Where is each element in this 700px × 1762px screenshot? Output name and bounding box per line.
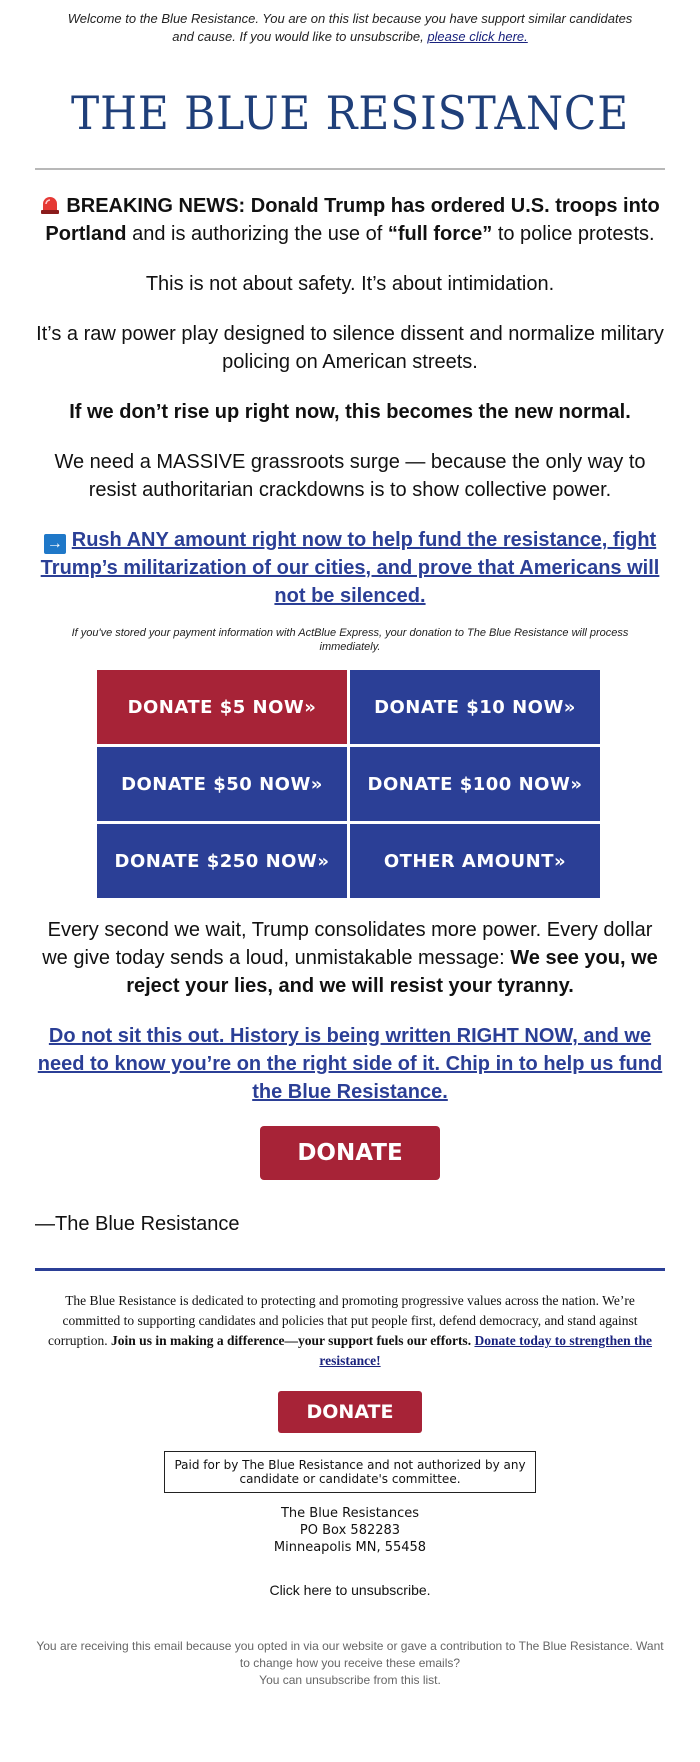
cta-paragraph <box>35 526 665 610</box>
actblue-express-note: If you've stored your payment information with ActBlue Express, your donation to The Blue Resistance will process immediately. <box>71 627 629 653</box>
donate-10-button[interactable]: DONATE $10 NOW» <box>350 670 600 744</box>
unsubscribe-link-bottom[interactable]: Click here to unsubscribe. <box>269 1582 431 1598</box>
signature: —The Blue Resistance <box>35 1213 240 1235</box>
address-line-2: PO Box 582283 <box>299 1523 401 1538</box>
divider-gray <box>35 168 665 170</box>
mailing-address <box>0 1505 700 1556</box>
right-arrow-icon: → <box>44 534 66 554</box>
breaking-rest-2: to police protests. <box>492 223 655 245</box>
receiving-note-line-2[interactable]: You can unsubscribe from this list. <box>259 1673 441 1687</box>
cta-link-chip-in[interactable]: Do not sit this out. History is being written RIGHT NOW, and we need to know you’re on the right side of it. Chip in to help us fund the Blue Resistance. <box>37 1025 663 1103</box>
welcome-note <box>0 0 700 46</box>
unsubscribe-link-top[interactable]: please click here. <box>427 29 528 44</box>
donate-other-amount-button[interactable]: OTHER AMOUNT» <box>350 824 600 898</box>
donate-250-button[interactable]: DONATE $250 NOW» <box>97 824 347 898</box>
about-text: The Blue Resistance is dedicated to protecting and promoting progressive values across the nation. We’re committed to supporting candidates and policies that put people first, defend democracy, and stand against corruption. <box>48 1293 638 1348</box>
breaking-paragraph <box>35 192 665 248</box>
big-donate-wrapper <box>0 1126 700 1180</box>
about-bold: Join us in making a difference—your support fuels our efforts. <box>111 1333 475 1348</box>
donate-100-button[interactable]: DONATE $100 NOW» <box>350 747 600 821</box>
address-line-1: The Blue Resistances <box>280 1506 420 1521</box>
every-second-text: Every second we wait, Trump consolidates more power. Every dollar we give today sends a loud, unmistakable message: <box>42 919 653 969</box>
main-content-2 <box>0 916 700 1106</box>
about-paragraph <box>0 1291 700 1371</box>
donate-5-button[interactable]: DONATE $5 NOW» <box>97 670 347 744</box>
cta-paragraph-2 <box>35 1022 665 1106</box>
donate-today-link[interactable]: Donate today to strengthen the resistance! <box>319 1333 652 1368</box>
donate-50-button[interactable]: DONATE $50 NOW» <box>97 747 347 821</box>
paid-for-disclaimer: Paid for by The Blue Resistance and not authorized by any candidate or candidate's committee. <box>164 1451 536 1493</box>
logo: THE BLUE RESISTANCE <box>70 86 630 140</box>
divider-blue <box>35 1268 665 1271</box>
donate-button-grid <box>97 670 603 898</box>
donate-button-small[interactable]: DONATE <box>278 1391 422 1433</box>
paragraph-new-normal: If we don’t rise up right now, this becomes the new normal. <box>69 401 631 423</box>
paragraph-safety: This is not about safety. It’s about intimidation. <box>145 273 555 295</box>
breaking-rest-1: and is authorizing the use of <box>126 223 388 245</box>
paragraph-every-second <box>35 916 665 1000</box>
paragraph-grassroots: We need a MASSIVE grassroots surge — because the only way to resist authoritarian crackdowns is to show collective power. <box>54 451 646 501</box>
siren-icon <box>40 194 60 212</box>
small-donate-wrapper <box>0 1391 700 1433</box>
receiving-note-line-1: You are receiving this email because you opted in via our website or gave a contribution to The Blue Resistance. Want to change how you receive these emails? <box>36 1639 664 1670</box>
donate-button-large[interactable]: DONATE <box>260 1126 440 1180</box>
welcome-text: Welcome to the Blue Resistance. You are on this list because you have support similar candidates and cause. If you would like to unsubscribe, <box>67 11 633 44</box>
main-content <box>0 192 700 610</box>
every-second-bold: We see you, we reject your lies, and we will resist your tyranny. <box>126 947 658 997</box>
cta-link-rush[interactable]: Rush ANY amount right now to help fund the resistance, fight Trump’s militarization of our cities, and prove that Americans will not be silenced. <box>40 529 660 607</box>
address-line-3: Minneapolis MN, 55458 <box>273 1540 427 1555</box>
paragraph-power-play: It’s a raw power play designed to silence dissent and normalize military policing on American streets. <box>36 323 664 373</box>
breaking-label: BREAKING NEWS: Donald Trump has ordered U.S. troops into Portland <box>45 195 660 245</box>
paid-for-wrapper <box>0 1451 700 1493</box>
breaking-full-force: “full force” <box>387 223 493 245</box>
receiving-note <box>0 1638 700 1689</box>
